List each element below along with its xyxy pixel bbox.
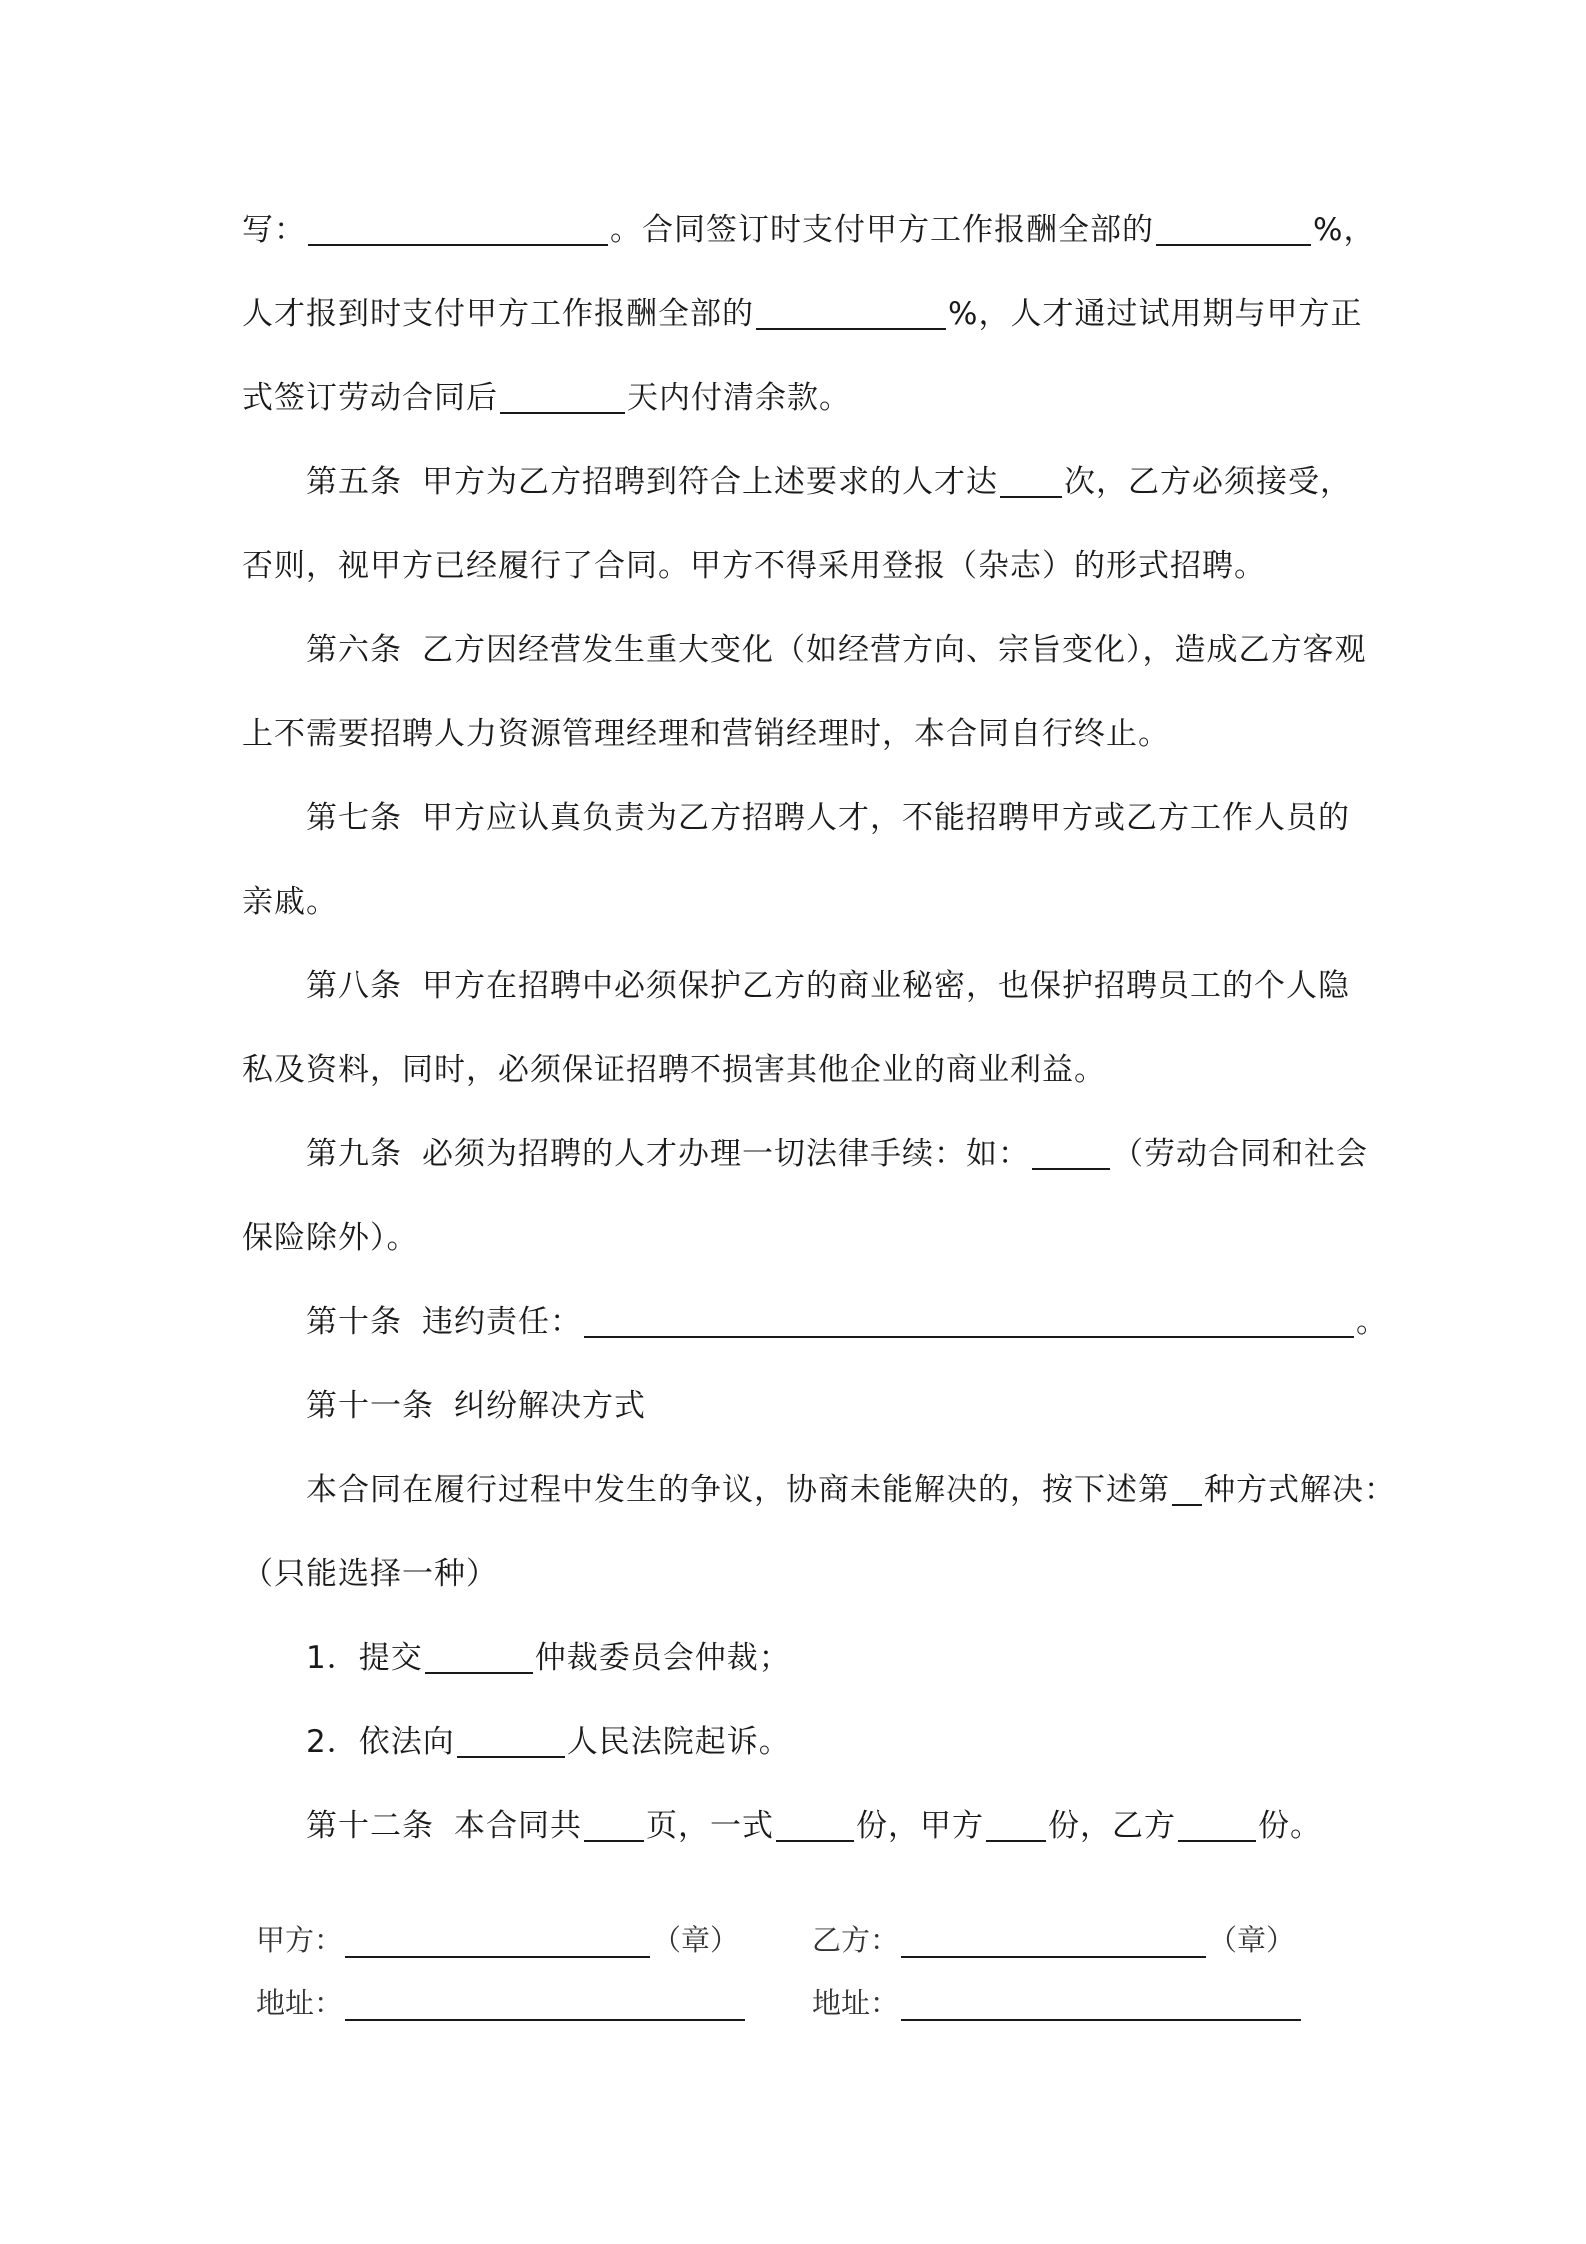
text: 。 — [1356, 1304, 1388, 1340]
text: 违约责任： — [422, 1304, 582, 1340]
text: 本合同在履行过程中发生的争议，协商未能解决的，按下述第 — [306, 1472, 1170, 1508]
text: 仲裁委员会仲裁； — [534, 1640, 791, 1676]
article-label: 第十一条 — [306, 1388, 434, 1424]
article-11 — [306, 1376, 1426, 1436]
text: （只能选择一种） — [242, 1556, 498, 1592]
article-12 — [306, 1796, 1426, 1856]
fill-blank[interactable] — [1156, 210, 1311, 246]
text: 1．提交 — [306, 1640, 423, 1676]
text: 份。 — [1258, 1808, 1322, 1844]
text: 保险除外）。 — [242, 1220, 419, 1256]
party-b-signature — [812, 1915, 1295, 1965]
paragraph-payment-line-1 — [242, 200, 1376, 260]
text: 上不需要招聘人力资源管理经理和营销经理时，本合同自行终止。 — [242, 716, 1170, 752]
article-11-body — [306, 1460, 1426, 1520]
text: 私及资料，同时，必须保证招聘不损害其他企业的商业利益。 — [242, 1052, 1106, 1088]
text: 写： — [242, 212, 306, 248]
seal-label: （章） — [652, 1923, 740, 1957]
fill-blank[interactable] — [1178, 1806, 1256, 1842]
party-a-name-blank[interactable] — [345, 1924, 650, 1958]
text: 乙方因经营发生重大变化（如经营方向、宗旨变化），造成乙方客观 — [422, 632, 1367, 668]
option-2 — [306, 1712, 1426, 1772]
option-1 — [306, 1628, 1426, 1688]
fill-blank[interactable] — [584, 1806, 644, 1842]
text: %， — [1313, 212, 1376, 248]
party-b-name-blank[interactable] — [901, 1924, 1206, 1958]
text: 种方式解决： — [1204, 1472, 1396, 1508]
article-label: 第十条 — [306, 1304, 402, 1340]
fill-blank[interactable] — [584, 1302, 1354, 1338]
text: 人民法院起诉。 — [566, 1724, 791, 1760]
article-label: 第八条 — [306, 968, 402, 1004]
article-6-cont — [242, 704, 1362, 764]
article-label: 第七条 — [306, 800, 402, 836]
article-7-cont — [242, 872, 1362, 932]
party-b-address — [812, 1978, 1303, 2028]
text: 份，乙方 — [1048, 1808, 1176, 1844]
article-9 — [306, 1124, 1426, 1184]
party-a-address-blank[interactable] — [345, 1987, 745, 2021]
party-a-label: 甲方： — [256, 1923, 344, 1957]
text: 亲戚。 — [242, 884, 338, 920]
address-label: 地址： — [812, 1986, 900, 2020]
article-5 — [306, 452, 1426, 512]
text: 页，一式 — [646, 1808, 774, 1844]
text: 甲方在招聘中必须保护乙方的商业秘密，也保护招聘员工的个人隐 — [422, 968, 1350, 1004]
text: （劳动合同和社会 — [1112, 1136, 1368, 1172]
article-7 — [306, 788, 1426, 848]
text: 否则，视甲方已经履行了合同。甲方不得采用登报（杂志）的形式招聘。 — [242, 548, 1266, 584]
text: 2．依法向 — [306, 1724, 455, 1760]
address-label: 地址： — [256, 1986, 344, 2020]
fill-blank[interactable] — [500, 378, 625, 414]
party-a-address — [256, 1978, 747, 2028]
text: 人才报到时支付甲方工作报酬全部的 — [242, 296, 754, 332]
party-b-label: 乙方： — [812, 1923, 900, 1957]
article-10 — [306, 1292, 1426, 1352]
fill-blank[interactable] — [756, 294, 946, 330]
text: 份，甲方 — [856, 1808, 984, 1844]
text: 次，乙方必须接受， — [1064, 464, 1352, 500]
fill-blank[interactable] — [776, 1806, 854, 1842]
article-8-cont — [242, 1040, 1362, 1100]
article-6 — [306, 620, 1426, 680]
article-5-cont — [242, 536, 1362, 596]
text: 式签订劳动合同后 — [242, 380, 498, 416]
article-label: 第五条 — [306, 464, 402, 500]
paragraph-payment-line-2 — [242, 284, 1362, 344]
fill-blank[interactable] — [457, 1722, 565, 1758]
fill-blank[interactable] — [1000, 462, 1062, 498]
fill-blank[interactable] — [1032, 1134, 1110, 1170]
text: %，人才通过试用期与甲方正 — [948, 296, 1363, 332]
article-11-note — [242, 1544, 1362, 1604]
text: 天内付清余款。 — [627, 380, 851, 416]
paragraph-payment-line-3 — [242, 368, 1362, 428]
text: 纠纷解决方式 — [454, 1388, 646, 1424]
fill-blank[interactable] — [1172, 1470, 1202, 1506]
fill-blank[interactable] — [986, 1806, 1046, 1842]
text: 必须为招聘的人才办理一切法律手续：如： — [422, 1136, 1030, 1172]
article-label: 第九条 — [306, 1136, 402, 1172]
text: 甲方为乙方招聘到符合上述要求的人才达 — [422, 464, 998, 500]
article-9-cont — [242, 1208, 1362, 1268]
fill-blank[interactable] — [425, 1638, 533, 1674]
seal-label: （章） — [1208, 1923, 1296, 1957]
text: 本合同共 — [454, 1808, 582, 1844]
text: 甲方应认真负责为乙方招聘人才，不能招聘甲方或乙方工作人员的 — [422, 800, 1350, 836]
fill-blank[interactable] — [308, 210, 608, 246]
party-b-address-blank[interactable] — [901, 1987, 1301, 2021]
text: 。合同签订时支付甲方工作报酬全部的 — [610, 212, 1154, 248]
article-label: 第十二条 — [306, 1808, 434, 1844]
article-8 — [306, 956, 1426, 1016]
article-label: 第六条 — [306, 632, 402, 668]
party-a-signature — [256, 1915, 739, 1965]
